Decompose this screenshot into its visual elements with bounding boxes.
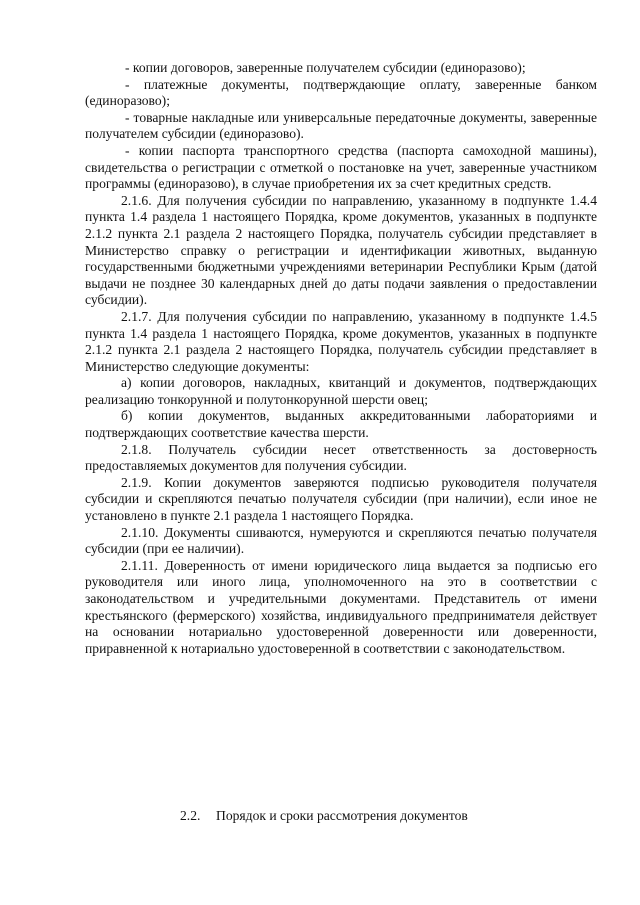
paragraph-2-1-9: 2.1.9. Копии документов заверяются подписью руководителя получателя субсидии и скрепляются печатью получателя субсидии (при наличии), если иное не установлено в пункте 2.1 раздела 1 настоящего Порядка. (85, 474, 597, 524)
paragraph-item-a: а) копии договоров, накладных, квитанций и документов, подтверждающих реализацию тонкорунной и полутонкорунной шерсти овец; (85, 375, 597, 407)
paragraph-2-1-11: 2.1.11. Доверенность от имени юридического лица выдается за подписью его руководителя или иного лица, уполномоченного на это в соответствии с законодательством и учредительными документами. Представитель от имени крестьянского (фермерского) хозяйства, индивидуального предпринимателя действует на основании нотариально удостоверенной доверенности или доверенности, приравненной к нотариально удостоверенной в соответствии с законодательством. (85, 557, 597, 656)
paragraph-contracts-copies: - копии договоров, заверенные получателем субсидии (единоразово); (125, 60, 526, 75)
paragraph-invoices: - товарные накладные или универсальные передаточные документы, заверенные получателем субсидии (единоразово). (85, 109, 597, 142)
section-title: Порядок и сроки рассмотрения документов (216, 808, 468, 823)
section-number: 2.2. (180, 808, 201, 823)
paragraph-vehicle-passport: - копии паспорта транспортного средства (паспорта самоходной машины), свидетельства о регистрации с отметкой о постановке на учет, заверенные участником программы (единоразово), в случае приобретения их за счет кредитных средств. (85, 142, 597, 192)
paragraph-item-b: б) копии документов, выданных аккредитованными лабораториями и подтверждающих соответствие качества шерсти. (85, 408, 597, 441)
paragraph-2-1-8: 2.1.8. Получатель субсидии несет ответственность за достоверность предоставляемых документов для получения субсидии. (85, 441, 597, 474)
paragraph-2-1-7: 2.1.7. Для получения субсидии по направлению, указанному в подпункте 1.4.5 пункта 1.4 раздела 1 настоящего Порядка, кроме документов, указанных в подпункте 2.1.2 пункта 2.1 раздела 2 настоящего Порядка, получатель субсидии представляет в Министерство следующие документы: (85, 308, 597, 374)
paragraph-2-1-10: 2.1.10. Документы сшиваются, нумеруются и скрепляются печатью получателя субсидии (при ее наличии). (85, 524, 597, 557)
paragraph-2-1-6: 2.1.6. Для получения субсидии по направлению, указанному в подпункте 1.4.4 пункта 1.4 раздела 1 настоящего Порядка, кроме документов, указанных в подпункте 2.1.2 пункта 2.1 раздела 2 настоящего Порядка, получатель субсидии представляет в Министерство справку о регистрации и идентификации животных, выданную государственными бюджетными учреждениями ветеринарии Республики Крым (датой выдачи не позднее 30 календарных дней до даты подачи заявления о предоставлении субсидии). (85, 192, 597, 308)
section-heading (180, 808, 468, 825)
document-body (85, 60, 597, 657)
paragraph-payment-documents: - платежные документы, подтверждающие оплату, заверенные банком (единоразово); (85, 76, 597, 109)
